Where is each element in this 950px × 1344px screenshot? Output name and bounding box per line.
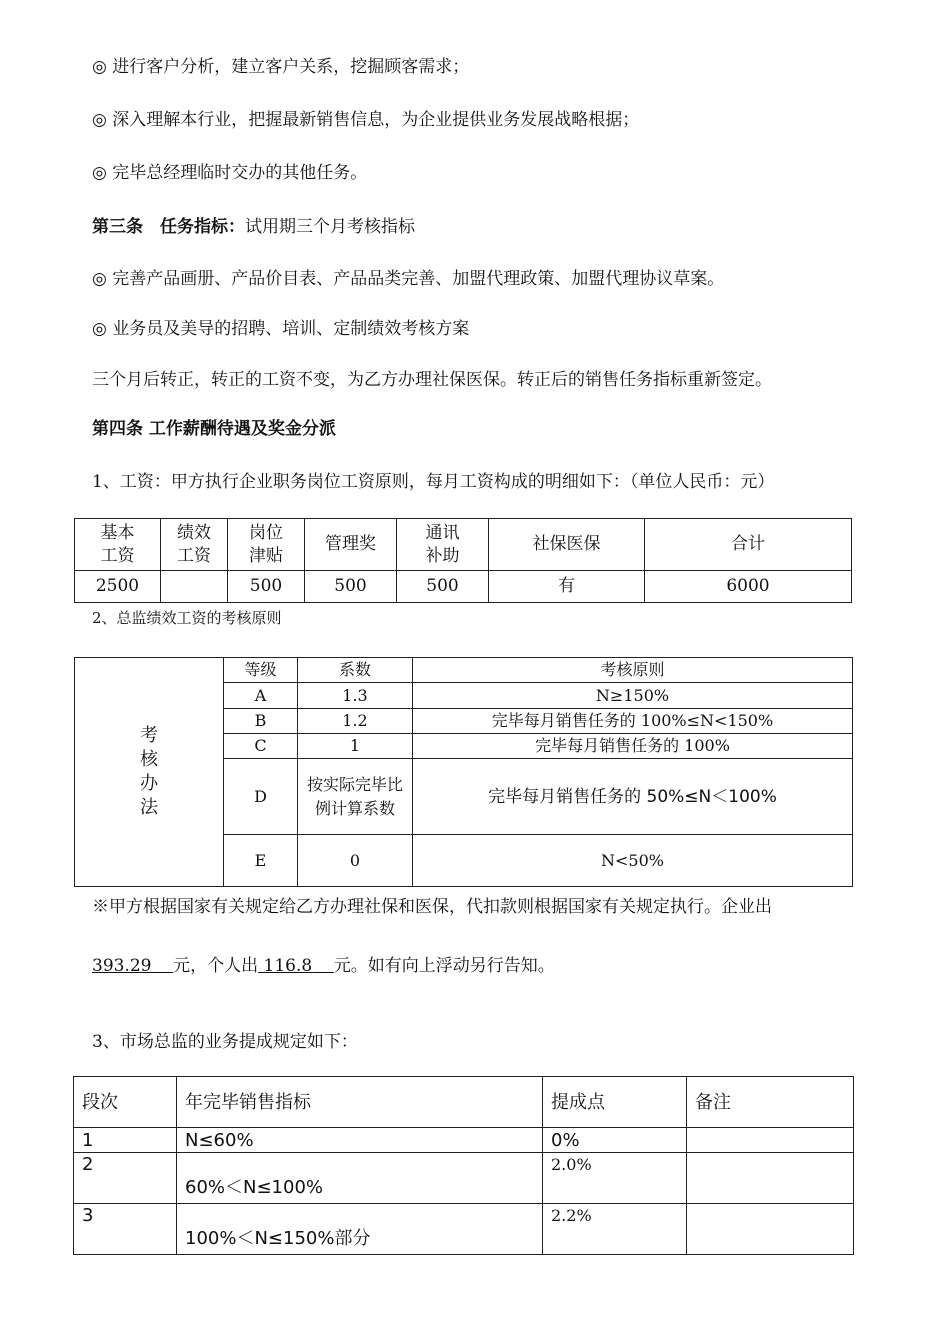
perf-header-cell: 等级 — [224, 658, 298, 683]
perf-principle: 完毕每月销售任务的 100%≤N<150% — [413, 709, 853, 734]
commission-title: 3、市场总监的业务提成规定如下： — [92, 1032, 358, 1052]
perf-header-cell: 考核原则 — [413, 658, 853, 683]
personal-amount — [258, 956, 334, 976]
perf-coefficient: 按实际完毕比例计算系数 — [298, 759, 413, 835]
salary-header-cell: 通讯 补助 — [397, 519, 489, 571]
insurance-amount-line — [92, 951, 555, 976]
commission-cell: 3 — [74, 1204, 177, 1255]
perf-coefficient: 1 — [298, 734, 413, 759]
perf-grade: D — [224, 759, 298, 835]
salary-cell — [161, 571, 228, 603]
perf-header-row — [75, 658, 853, 683]
commission-header-row — [74, 1077, 854, 1128]
insurance-text-2: 元。如有向上浮动另行告知。 — [333, 956, 555, 976]
perf-principle: N≥150% — [413, 683, 853, 709]
commission-cell: 60%＜N≤100% — [177, 1153, 543, 1204]
article3-bullet-1: ◎ 完善产品画册、产品价目表、产品品类完善、加盟代理政策、加盟代理协议草案。 — [92, 269, 725, 289]
bullet-industry-understanding: ◎ 深入理解本行业，把握最新销售信息，为企业提供业务发展战略根据； — [92, 110, 640, 130]
salary-header-cell: 基本 工资 — [75, 519, 161, 571]
perf-coefficient: 1.3 — [298, 683, 413, 709]
commission-row — [74, 1153, 854, 1204]
perf-coefficient: 0 — [298, 835, 413, 887]
perf-side-label: 考 核 办 法 — [75, 658, 224, 887]
salary-cell: 500 — [305, 571, 397, 603]
perf-coefficient: 1.2 — [298, 709, 413, 734]
perf-grade: B — [224, 709, 298, 734]
commission-cell: 2.2% — [543, 1204, 687, 1255]
commission-table — [73, 1076, 854, 1255]
perf-grade: E — [224, 835, 298, 887]
insurance-note: ※甲方根据国家有关规定给乙方办理社保和医保，代扣款则根据国家有关规定执行。企业出 — [92, 897, 772, 917]
commission-cell: 1 — [74, 1128, 177, 1153]
salary-cell: 500 — [397, 571, 489, 603]
perf-header-cell: 系数 — [298, 658, 413, 683]
salary-cell: 有 — [489, 571, 645, 603]
salary-cell: 2500 — [75, 571, 161, 603]
salary-header-row — [75, 519, 852, 571]
commission-cell: 2 — [74, 1153, 177, 1204]
perf-principle: 完毕每月销售任务的 50%≤N＜100% — [413, 759, 853, 835]
commission-header-cell: 段次 — [74, 1077, 177, 1128]
commission-row — [74, 1204, 854, 1255]
commission-cell: 2.0% — [543, 1153, 687, 1204]
commission-cell — [687, 1128, 854, 1153]
salary-header-cell: 绩效 工资 — [161, 519, 228, 571]
perf-grade: C — [224, 734, 298, 759]
salary-cell: 6000 — [645, 571, 852, 603]
salary-intro: 1、工资：甲方执行企业职务岗位工资原则，每月工资构成的明细如下：（单位人民币：元） — [92, 472, 775, 492]
commission-cell — [687, 1204, 854, 1255]
perf-title: 2、总监绩效工资的考核原则 — [92, 609, 282, 627]
bullet-customer-analysis: ◎ 进行客户分析，建立客户关系，挖掘顾客需求； — [92, 57, 470, 77]
commission-header-cell: 提成点 — [543, 1077, 687, 1128]
commission-cell: N≤60% — [177, 1128, 543, 1153]
commission-header-cell: 备注 — [687, 1077, 854, 1128]
salary-header-cell: 岗位 津贴 — [228, 519, 305, 571]
perf-grade: A — [224, 683, 298, 709]
salary-header-cell: 管理奖 — [305, 519, 397, 571]
article3-line — [92, 212, 415, 237]
article3-note: 三个月后转正，转正的工资不变，为乙方办理社保医保。转正后的销售任务指标重新签定。 — [92, 370, 772, 390]
article3-text: 试用期三个月考核指标 — [245, 217, 415, 237]
salary-data-row — [75, 571, 852, 603]
article4-heading: 第四条 工作薪酬待遇及奖金分派 — [92, 419, 336, 439]
commission-row — [74, 1128, 854, 1153]
perf-table — [74, 657, 853, 887]
company-amount — [92, 956, 173, 976]
commission-cell: 100%＜N≤150%部分 — [177, 1204, 543, 1255]
article3-heading: 第三条 任务指标： — [92, 217, 245, 237]
commission-header-cell: 年完毕销售指标 — [177, 1077, 543, 1128]
salary-header-cell: 社保医保 — [489, 519, 645, 571]
article3-bullet-2: ◎ 业务员及美导的招聘、培训、定制绩效考核方案 — [92, 319, 470, 339]
insurance-text-1: 元，个人出 — [173, 956, 259, 976]
salary-cell: 500 — [228, 571, 305, 603]
salary-header-cell: 合计 — [645, 519, 852, 571]
personal-amount-value: 116.8 — [263, 956, 313, 976]
perf-principle: 完毕每月销售任务的 100% — [413, 734, 853, 759]
bullet-other-tasks: ◎ 完毕总经理临时交办的其他任务。 — [92, 163, 368, 183]
commission-cell — [687, 1153, 854, 1204]
commission-cell: 0% — [543, 1128, 687, 1153]
company-amount-value: 393.29 — [92, 956, 152, 976]
salary-table — [74, 518, 852, 603]
perf-principle: N<50% — [413, 835, 853, 887]
